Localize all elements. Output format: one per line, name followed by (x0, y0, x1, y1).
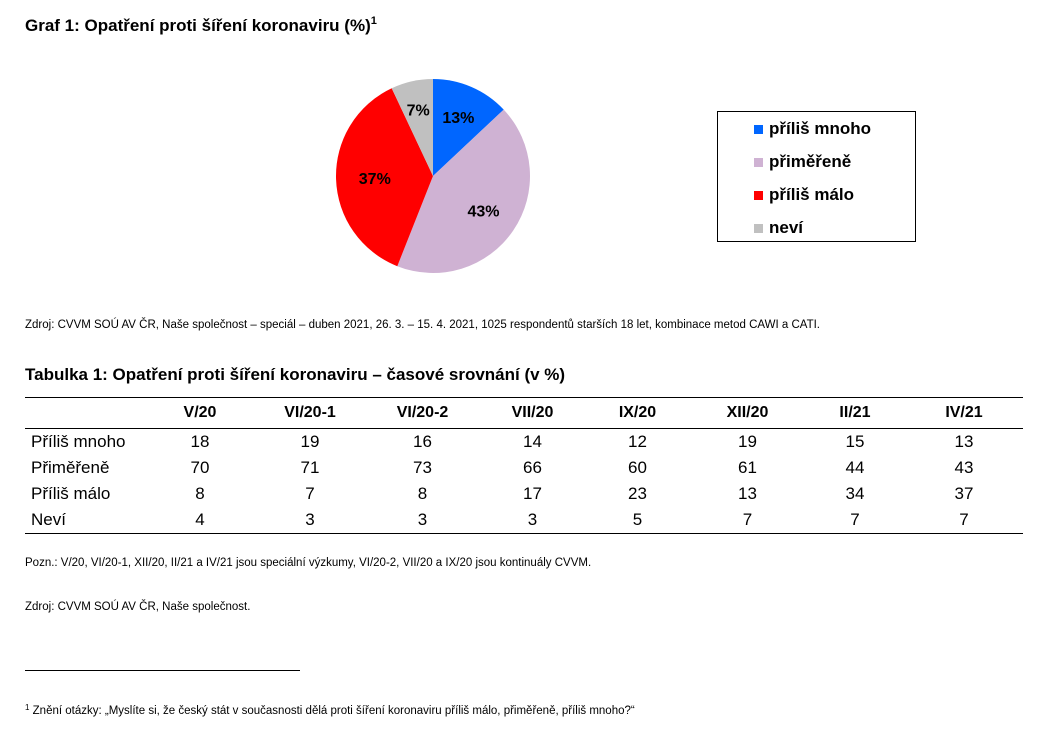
table-cell: 66 (523, 458, 542, 477)
table-cell: 8 (417, 484, 428, 503)
pie-slice-label-2: 43% (467, 203, 500, 221)
table-cell: 19 (300, 432, 320, 451)
table-cell: 71 (300, 458, 320, 477)
table-cell: 13 (738, 484, 757, 503)
legend-label: neví (769, 218, 804, 237)
table-cell: 61 (738, 458, 757, 477)
table-cell: 19 (738, 432, 757, 451)
row-label: Příliš mnoho (31, 432, 126, 451)
table-row (25, 507, 1023, 534)
footnote (25, 703, 635, 717)
footnote-text: Znění otázky: „Myslíte si, že český stát v současnosti dělá proti šíření koronaviru příliš málo, přiměřeně, příliš mnoho?“ (29, 705, 635, 717)
table-source: Zdroj: CVVM SOÚ AV ČR, Naše společnost. (25, 601, 251, 613)
table-cell: 5 (632, 510, 643, 529)
legend-item (754, 184, 854, 206)
chart-title-text: Graf 1: Opatření proti šíření koronaviru (%) (25, 16, 371, 35)
table-cell: 37 (954, 484, 974, 503)
pie-slice-label-4: 7% (406, 102, 430, 120)
comparison-table (25, 397, 1023, 534)
table-cell: 17 (523, 484, 542, 503)
table-row (25, 429, 1023, 456)
table-cell: 70 (190, 458, 210, 477)
table-cell: 73 (413, 458, 432, 477)
legend-item (754, 118, 871, 140)
table-cell: 7 (959, 510, 969, 529)
column-header: II/21 (805, 398, 905, 429)
table-cell: 13 (954, 432, 974, 451)
chart-title (25, 15, 377, 36)
table-note: Pozn.: V/20, VI/20-1, XII/20, II/21 a IV/21 jsou speciální výzkumy, VI/20-2, VII/20 a IX/20 jsou kontinuály CVVM. (25, 557, 592, 569)
table-header-row (25, 398, 1023, 429)
table-cell: 12 (628, 432, 647, 451)
column-header: VII/20 (480, 398, 585, 429)
table-cell: 3 (527, 510, 538, 529)
footnote-marker: 1 (25, 703, 30, 712)
row-label: Příliš málo (31, 484, 111, 503)
table-cell: 7 (305, 484, 315, 503)
pie-slice-label-1: 13% (442, 110, 475, 128)
table-cell: 14 (523, 432, 542, 451)
chart-legend (717, 111, 916, 242)
legend-label: příliš mnoho (769, 119, 871, 138)
legend-item (754, 217, 803, 239)
table-cell: 3 (305, 510, 315, 529)
column-header: IX/20 (585, 398, 690, 429)
table-row (25, 481, 1023, 507)
legend-label: přiměřeně (769, 152, 852, 171)
row-label: Přiměřeně (31, 458, 110, 477)
table-cell: 23 (628, 484, 647, 503)
column-header: IV/21 (905, 398, 1023, 429)
column-header: V/20 (145, 398, 255, 429)
column-header: VI/20-2 (365, 398, 480, 429)
legend-label: příliš málo (769, 185, 855, 204)
table-cell: 3 (417, 510, 428, 529)
table-corner-cell (25, 398, 145, 429)
legend-swatch (754, 125, 763, 134)
column-header: VI/20-1 (255, 398, 365, 429)
chart-source: Zdroj: CVVM SOÚ AV ČR, Naše společnost – speciál – duben 2021, 26. 3. – 15. 4. 2021, 1025 respondentů starších 18 let, kombinace metod CAWI a CATI. (25, 319, 820, 331)
table-cell: 4 (195, 510, 205, 529)
table-cell: 7 (742, 510, 753, 529)
table-cell: 60 (628, 458, 647, 477)
pie-chart (325, 68, 545, 288)
row-label: Neví (31, 510, 66, 529)
table-cell: 44 (845, 458, 865, 477)
table-cell: 16 (413, 432, 432, 451)
pie-slice-label-3: 37% (358, 170, 391, 188)
table-cell: 15 (845, 432, 865, 451)
table-cell: 43 (954, 458, 974, 477)
table-title: Tabulka 1: Opatření proti šíření koronaviru – časové srovnání (v %) (25, 365, 566, 384)
column-header: XII/20 (690, 398, 805, 429)
legend-item (754, 151, 851, 173)
table-cell: 18 (190, 432, 210, 451)
footnote-divider (25, 670, 300, 671)
table-row (25, 455, 1023, 481)
legend-swatch (754, 191, 763, 200)
legend-swatch (754, 224, 763, 233)
table-cell: 8 (195, 484, 205, 503)
table-cell: 7 (850, 510, 860, 529)
legend-swatch (754, 158, 763, 167)
table-cell: 34 (845, 484, 865, 503)
chart-title-footnote-marker: 1 (370, 15, 377, 27)
